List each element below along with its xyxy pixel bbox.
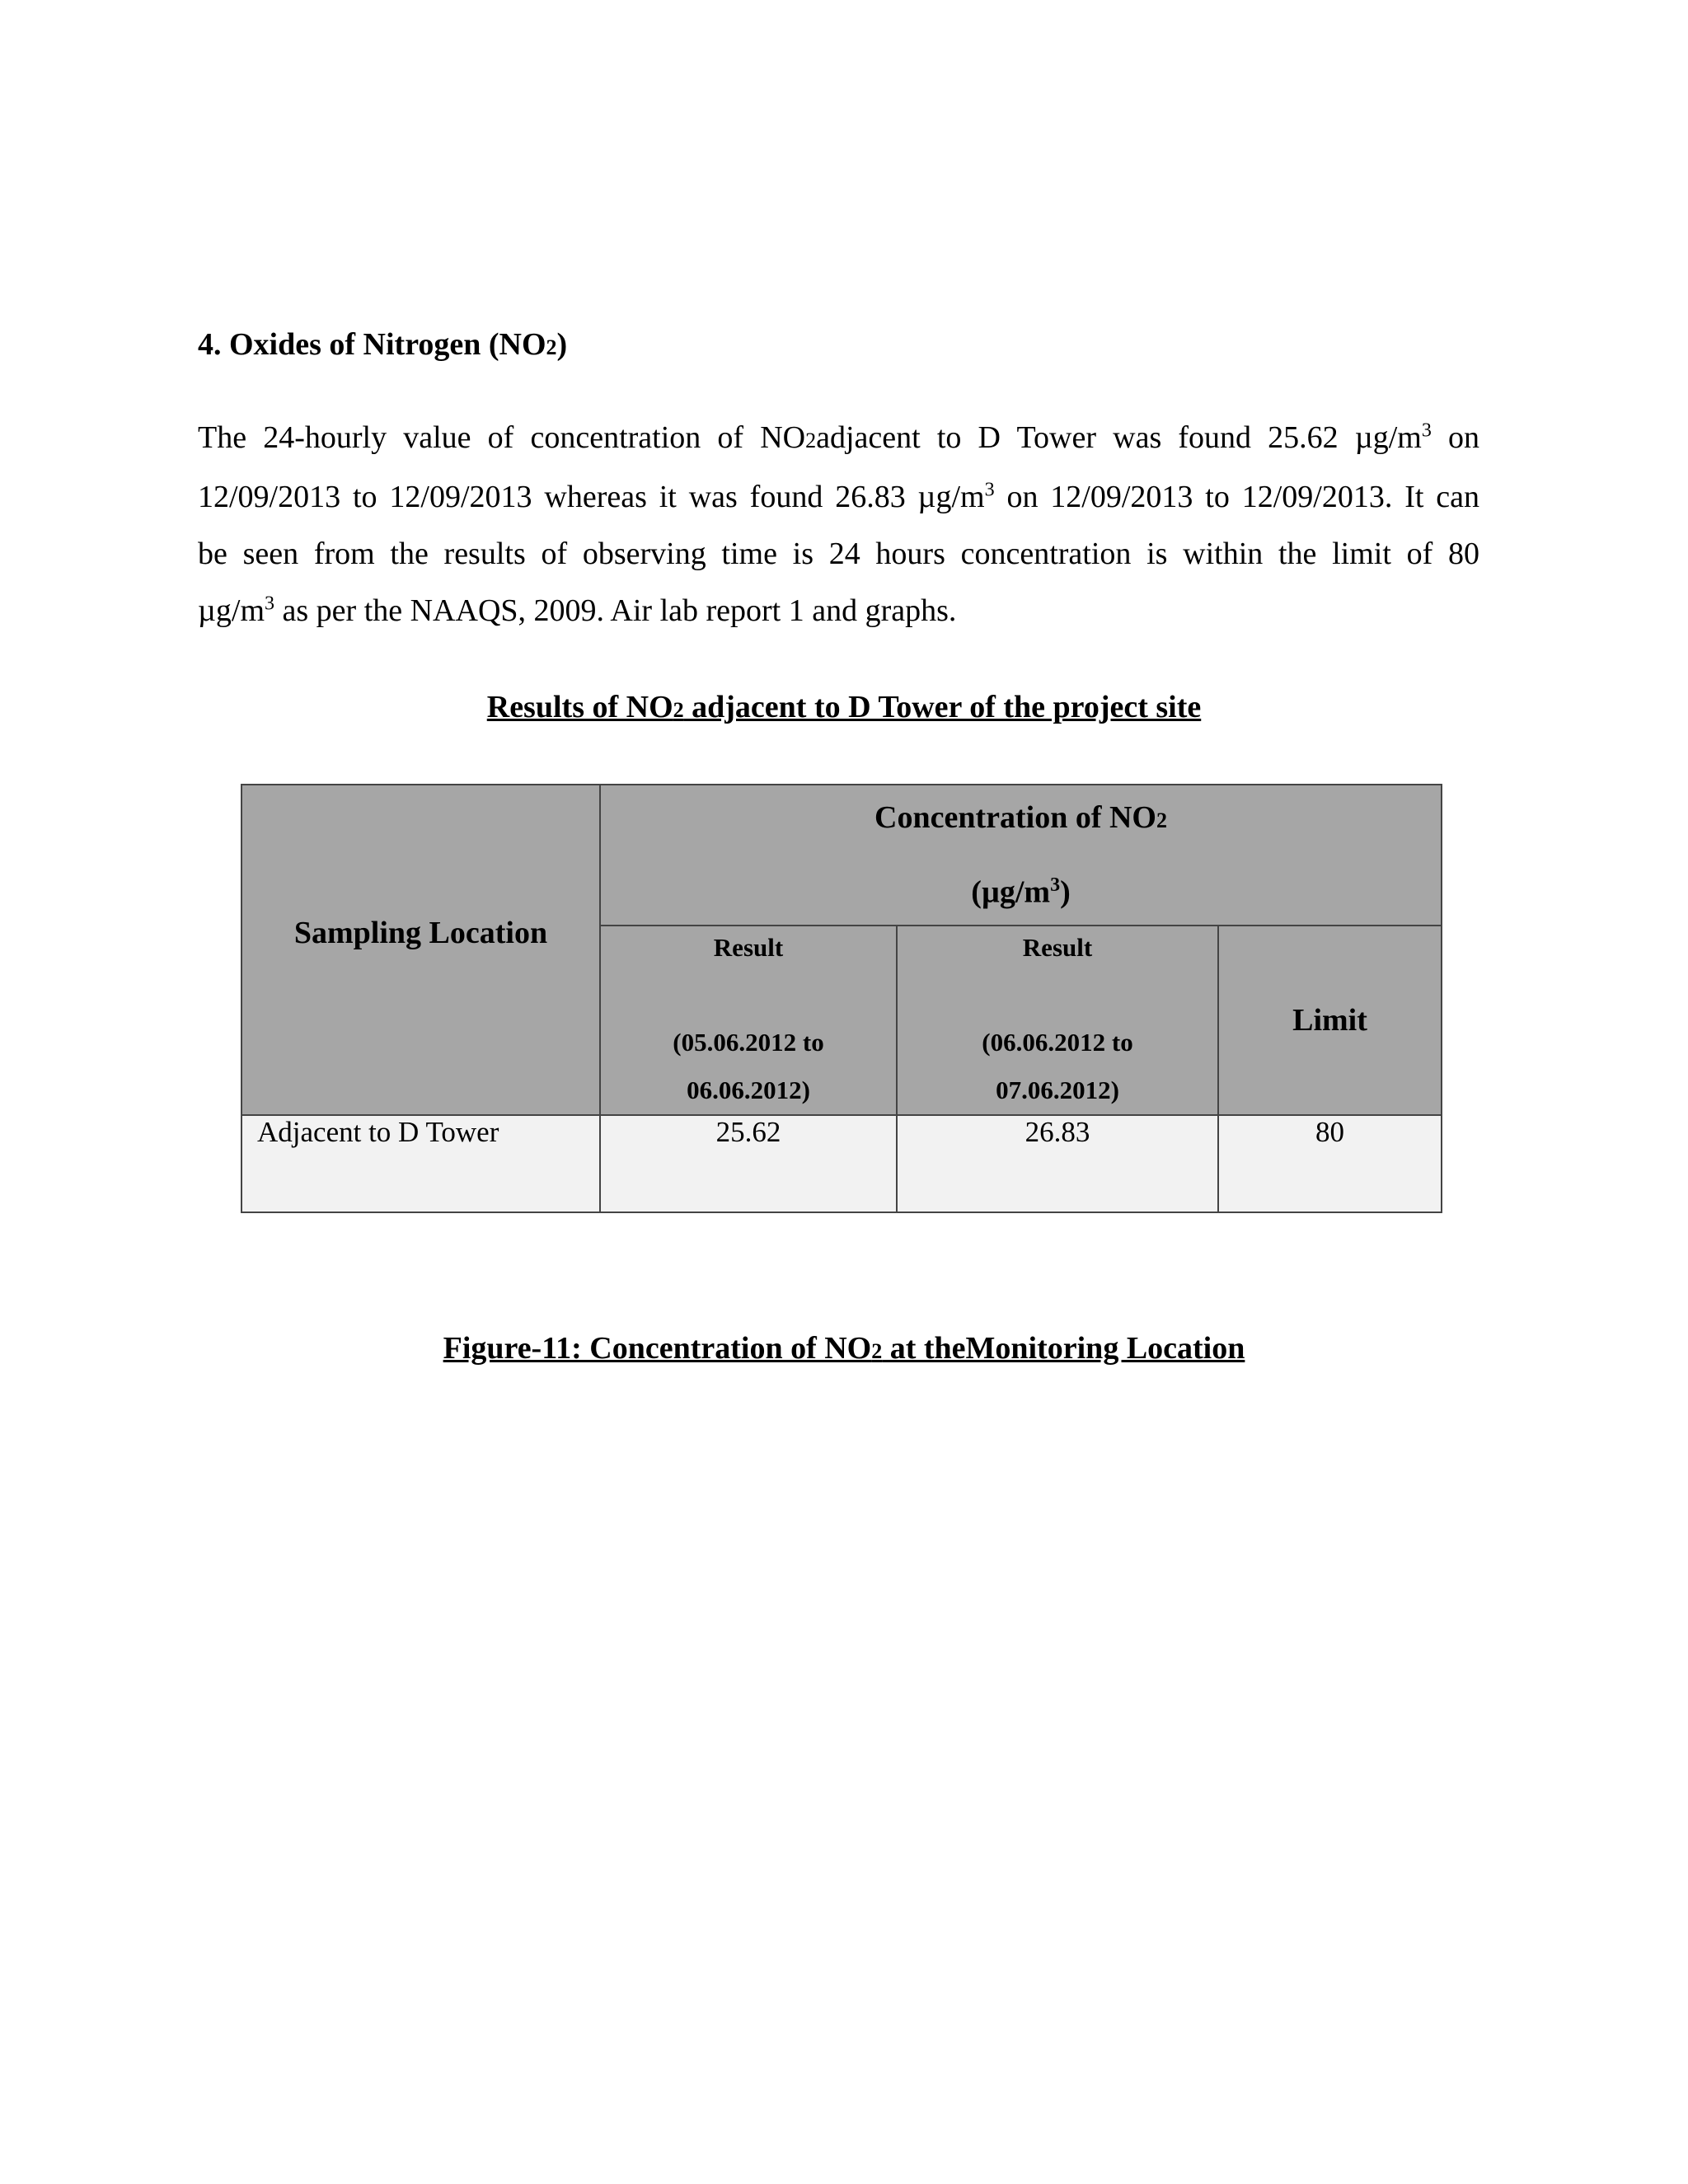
paragraph-line-2 [198,469,1479,526]
section-heading-subscript: 2 [546,335,557,359]
header-concentration-unit [601,853,1441,925]
header-result-period: 06.06.2012) [687,1075,810,1104]
header-text: (µg/m [971,874,1051,910]
header-result-label: Result [1022,932,1093,962]
figure-caption-text: Figure-11: Concentration of NO [443,1331,872,1366]
table-title-text: Results of NO [486,690,673,724]
header-result-label: Result [713,932,784,962]
cell-location: Adjacent to D Tower [241,1115,600,1212]
superscript: 3 [984,479,995,501]
header-text: ) [1060,874,1071,910]
paragraph-text: as per the NAAQS, 2009. Air lab report 1 and graphs. [274,593,957,628]
subscript: 2 [673,698,684,722]
cell-result-2: 26.83 [897,1115,1218,1212]
paragraph-text: adjacent to D Tower was found 25.62 µg/m [816,420,1422,455]
cell-limit: 80 [1218,1115,1442,1212]
header-result-2 [897,926,1218,1115]
section-heading [198,326,567,363]
body-paragraph [198,410,1479,640]
paragraph-line-3: be seen from the results of observing time is 24 hours concentration is within the limit of 80 [198,537,1479,571]
subscript: 2 [1156,808,1167,832]
header-result-period: (06.06.2012 to [982,1027,1133,1057]
header-text: Concentration of NO [874,800,1156,835]
superscript: 3 [265,593,275,615]
section-heading-close: ) [556,327,568,362]
header-concentration [600,785,1442,926]
figure-caption [0,1330,1688,1366]
paragraph-text: on [1431,420,1479,455]
paragraph-text: 12/09/2013 to 12/09/2013 whereas it was found 26.83 µg/m [198,480,985,514]
results-table [241,784,1442,1213]
superscript: 3 [1050,874,1061,896]
figure-caption-text: at theMonitoring Location [882,1331,1245,1366]
cell-result-1: 25.62 [600,1115,897,1212]
table-row [241,1115,1442,1212]
header-limit: Limit [1218,926,1442,1115]
header-result-period: (05.06.2012 to [673,1027,824,1057]
table-header-row [241,785,1442,926]
header-concentration-label [601,785,1441,853]
header-result-1 [600,926,897,1115]
subscript: 2 [871,1339,883,1363]
paragraph-text: The 24-hourly value of concentration of NO [198,420,806,455]
table-title [0,689,1688,725]
paragraph-line-1 [198,410,1479,469]
subscript: 2 [805,429,817,452]
superscript: 3 [1421,419,1432,442]
paragraph-line-4 [198,583,1479,640]
header-sampling-location: Sampling Location [241,785,600,1115]
table-title-text: adjacent to D Tower of the project site [683,690,1202,724]
paragraph-text: µg/m [198,593,265,628]
section-heading-text: 4. Oxides of Nitrogen (NO [198,327,546,362]
header-result-period: 07.06.2012) [996,1075,1119,1104]
paragraph-text: on 12/09/2013 to 12/09/2013. It can [994,480,1480,514]
